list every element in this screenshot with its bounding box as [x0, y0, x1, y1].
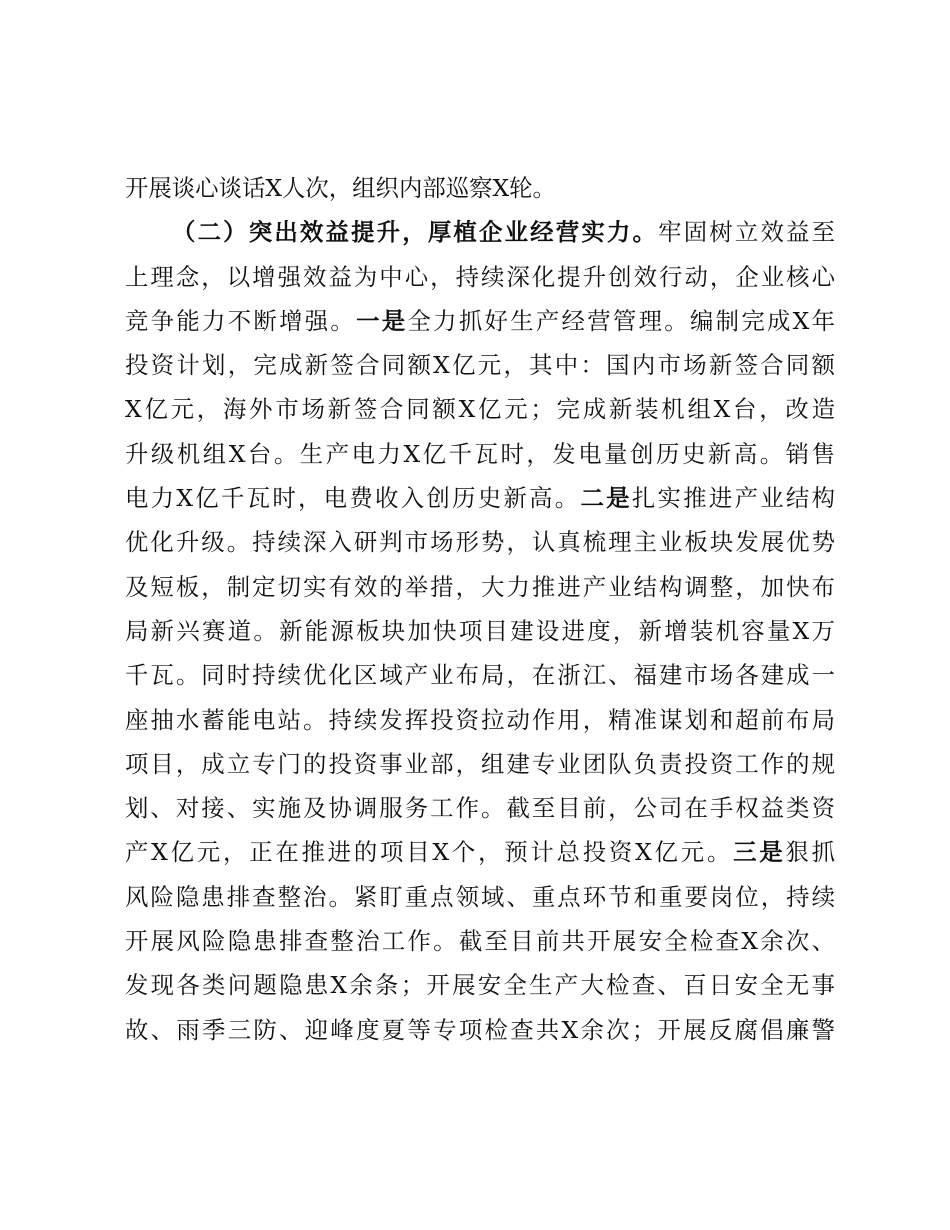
text-segment: 发现各类问题隐患X余条；开展安全生产大检查、百日安全无事	[125, 971, 835, 1000]
text-line	[125, 432, 835, 476]
text-line	[125, 1008, 835, 1052]
text-line	[125, 255, 835, 299]
text-segment: 故、雨季三防、迎峰度夏等专项检查共X余次；开展反腐倡廉警	[125, 1015, 835, 1044]
text-segment: 划、对接、实施及协调服务工作。截至目前，公司在手权益类资	[125, 794, 835, 823]
text-segment: X亿元，海外市场新签合同额X亿元；完成新装机组X台，改造	[125, 395, 835, 424]
text-segment: 全力抓好生产经营管理。编制完成X年	[407, 306, 836, 335]
body-text	[125, 166, 835, 1052]
text-line	[125, 653, 835, 697]
bold-text-segment: 一是	[356, 306, 408, 335]
text-segment: 投资计划，完成新签合同额X亿元，其中：国内市场新签合同额	[125, 351, 835, 380]
bold-text-segment: 三是	[733, 838, 786, 867]
text-line	[125, 919, 835, 963]
text-segment: 竞争能力不断增强。	[125, 306, 357, 335]
text-line	[125, 698, 835, 742]
text-segment: 局新兴赛道。新能源板块加快项目建设进度，新增装机容量X万	[125, 616, 835, 645]
text-segment: 产X亿元，正在推进的项目X个，预计总投资X亿元。	[125, 838, 734, 867]
text-segment: 扎实推进产业结构	[631, 484, 836, 513]
text-line	[125, 299, 835, 343]
text-segment: 开展风险隐患排查整治工作。截至目前共开展安全检查X余次、	[125, 927, 835, 956]
text-line	[125, 343, 835, 387]
text-segment: 及短板，制定切实有效的举措，大力推进产业结构调整，加快布	[125, 572, 835, 601]
text-line	[125, 210, 835, 254]
text-line	[125, 166, 835, 210]
text-segment: 项目，成立专门的投资事业部，组建专业团队负责投资工作的规	[125, 749, 835, 778]
text-segment: 风险隐患排查整治。紧盯重点领域、重点环节和重要岗位，持续	[125, 882, 835, 911]
text-segment: 狠抓	[785, 838, 835, 867]
text-line	[125, 830, 835, 874]
text-line	[125, 875, 835, 919]
text-line	[125, 742, 835, 786]
text-segment: 牢固树立效益至	[658, 218, 836, 247]
text-segment: 上理念，以增强效益为中心，持续深化提升创效行动，企业核心	[125, 262, 835, 291]
text-segment: 升级机组X台。生产电力X亿千瓦时，发电量创历史新高。销售	[125, 439, 835, 468]
text-line	[125, 565, 835, 609]
bold-text-segment: 二是	[580, 484, 632, 513]
bold-text-segment: （二）突出效益提升，厚植企业经营实力。	[172, 218, 659, 247]
text-line	[125, 609, 835, 653]
text-line	[125, 476, 835, 520]
text-line	[125, 963, 835, 1007]
text-segment: 开展谈心谈话X人次，组织内部巡察X轮。	[125, 174, 556, 202]
text-line	[125, 387, 835, 431]
text-segment: 千瓦。同时持续优化区域产业布局，在浙江、福建市场各建成一	[125, 661, 835, 690]
text-segment: 座抽水蓄能电站。持续发挥投资拉动作用，精准谋划和超前布局	[125, 705, 835, 734]
text-segment: 电力X亿千瓦时，电费收入创历史新高。	[125, 484, 581, 513]
text-line	[125, 520, 835, 564]
text-segment: 优化升级。持续深入研判市场形势，认真梳理主业板块发展优势	[125, 528, 835, 557]
text-line	[125, 786, 835, 830]
